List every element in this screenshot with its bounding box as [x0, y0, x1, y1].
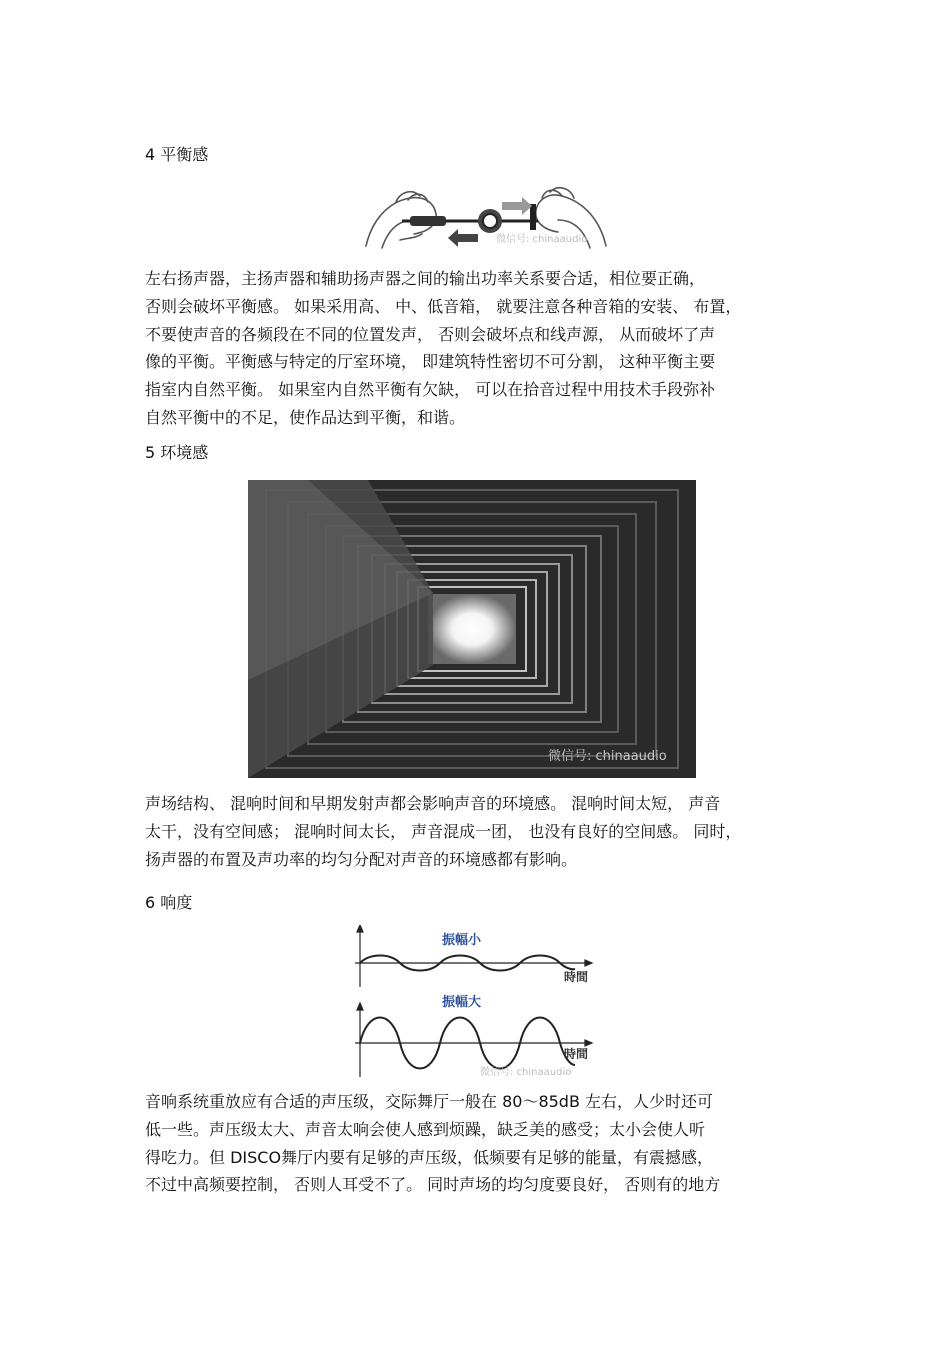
text-line: 不过中高频要控制， 否则人耳受不了。 同时声场的均匀度要良好， 否则有的地方	[145, 1175, 721, 1195]
text-line: 否则会破坏平衡感。 如果采用高、 中、低音箱， 就要注意各种音箱的安装、 布置，	[145, 296, 742, 316]
courtyard-photo	[248, 480, 696, 778]
section-heading-balance: 4 平衡感	[145, 145, 209, 164]
balance-paragraph	[145, 265, 815, 432]
bottom-axis-label: 時間	[564, 1047, 589, 1061]
text-line: 像的平衡。平衡感与特定的厅室环境， 即建筑特性密切不可分割， 这种平衡主要	[145, 352, 716, 372]
text-line: 左右扬声器，主扬声器和辅助扬声器之间的输出功率关系要合适，相位要正确，	[145, 269, 706, 288]
watermark: 微信号: chinaaudio	[480, 1067, 572, 1078]
text-line: 音响系统重放应有合适的声压级，交际舞厅一般在 80～85dB 左右，人少时还可	[145, 1092, 714, 1111]
text-line: 指室内自然平衡。 如果室内自然平衡有欠缺， 可以在拾音过程中用技术手段弥补	[145, 380, 716, 400]
watermark: 微信号: chinaaudio	[496, 234, 588, 245]
text-line: 低一些。声压级太大、声音太响会使人感到烦躁，缺乏美的感受；太小会使人听	[145, 1119, 706, 1139]
text-line: 声场结构、 混响时间和早期发射声都会影响声音的环境感。 混响时间太短， 声音	[145, 794, 721, 813]
loudness-paragraph	[145, 1088, 815, 1199]
text-line: 自然平衡中的不足，使作品达到平衡，和谐。	[145, 407, 466, 427]
bottom-wave-label: 振幅大	[442, 995, 482, 1010]
text-line: 不要使声音的各频段在不同的位置发声， 否则会破坏点和线声源， 从而破坏了声	[145, 324, 716, 344]
environment-paragraph	[145, 790, 815, 873]
amplitude-diagram	[350, 925, 600, 1080]
balance-illustration	[362, 180, 610, 252]
section-heading-environment: 5 环境感	[145, 443, 209, 462]
top-wave-label: 振幅小	[442, 933, 482, 948]
text-line: 扬声器的布置及声功率的均匀分配对声音的环境感都有影响。	[145, 849, 578, 869]
text-line: 太干，没有空间感； 混响时间太长， 声音混成一团， 也没有良好的空间感。 同时，	[145, 821, 742, 841]
section-heading-loudness: 6 响度	[145, 893, 193, 912]
watermark: 微信号: chinaaudio	[548, 749, 667, 764]
top-axis-label: 時間	[564, 970, 589, 984]
text-line: 得吃力。但 DISCO舞厅内要有足够的声压级，低频要有足够的能量，有震撼感，	[145, 1147, 714, 1167]
